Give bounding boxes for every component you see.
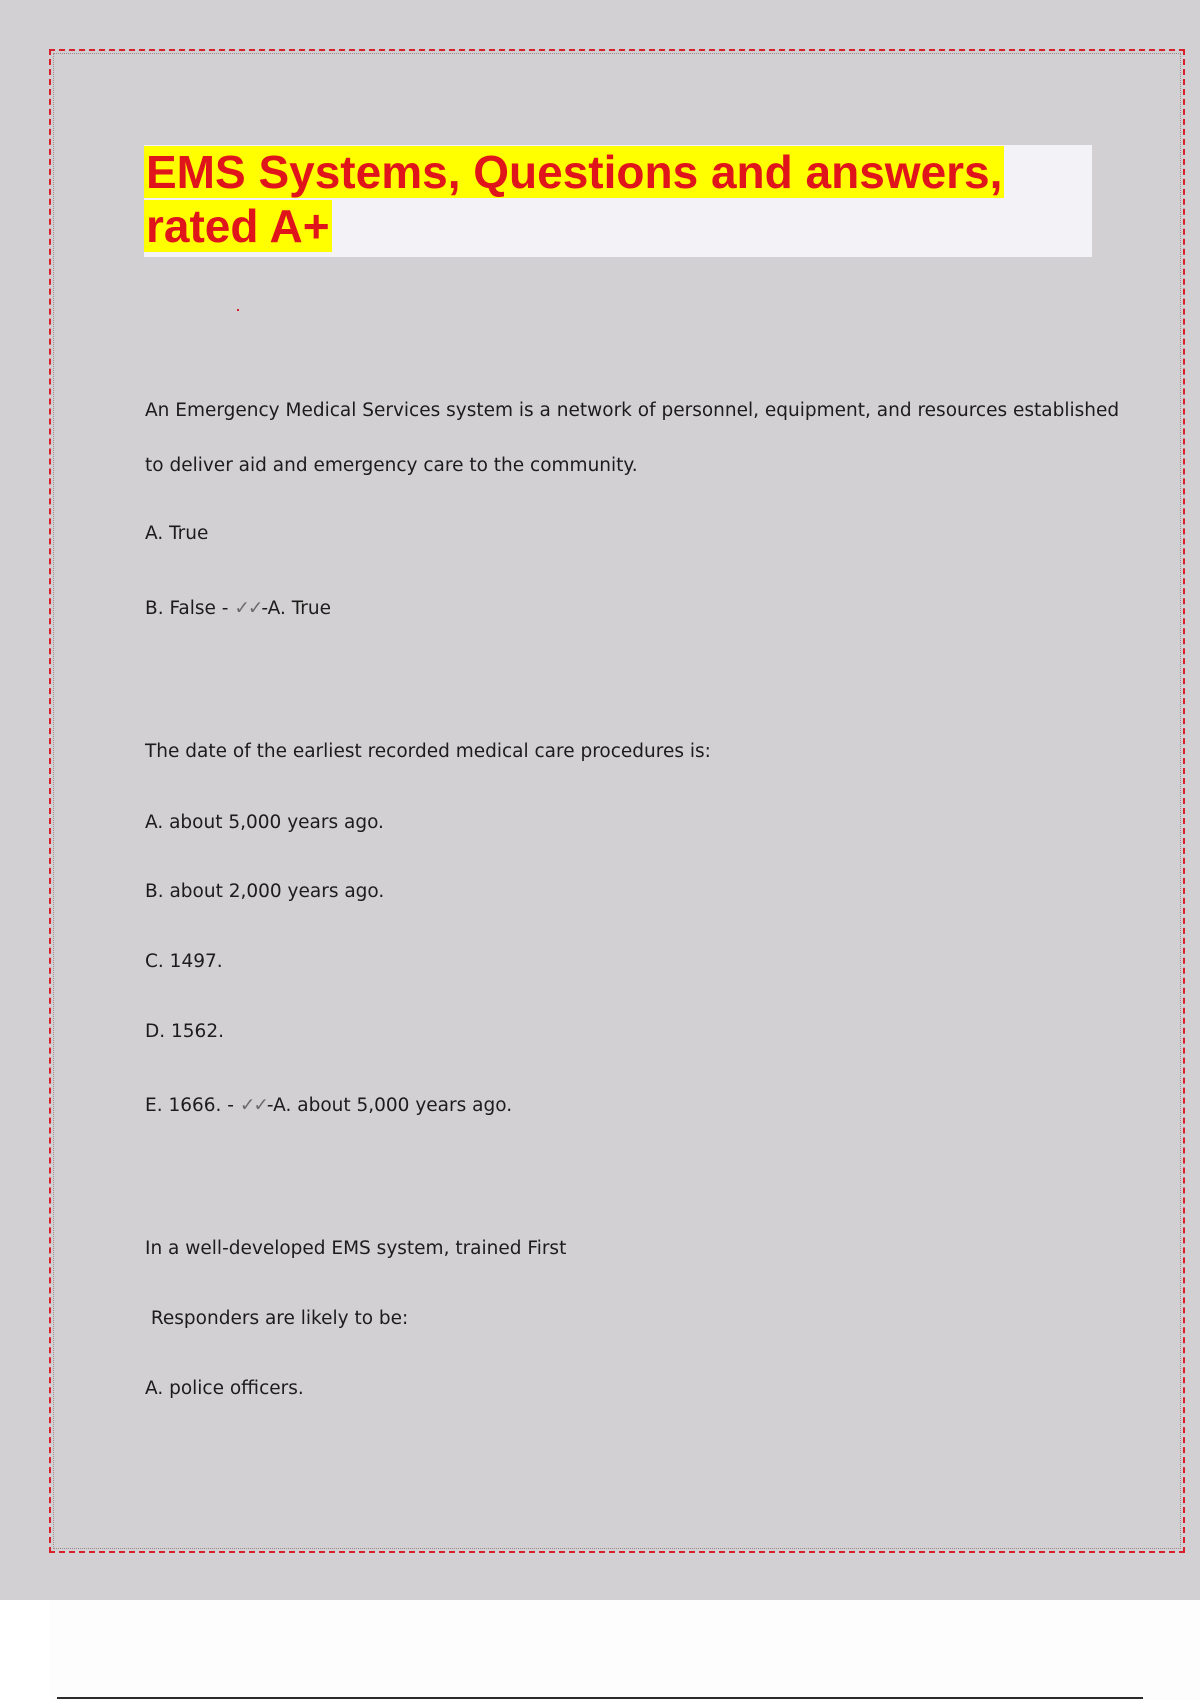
question-3-stem-line-2: Responders are likely to be: (145, 1308, 409, 1329)
question-1-option-b-with-answer (145, 598, 331, 619)
question-2-option-e-with-answer (145, 1095, 512, 1116)
question-2-answer: -A. about 5,000 years ago. (266, 1095, 513, 1116)
question-1-option-b: B. False - (145, 598, 229, 619)
footer-divider (57, 1697, 1143, 1699)
title-line-2: rated A+ (146, 200, 330, 252)
question-2-option-b: B. about 2,000 years ago. (145, 881, 385, 902)
question-2-stem: The date of the earliest recorded medical care procedures is: (145, 741, 711, 762)
document-title (144, 145, 1084, 253)
question-1-stem-line-1: An Emergency Medical Services system is a network of personnel, equipment, and resources established (145, 400, 1120, 421)
question-2-option-d: D. 1562. (145, 1021, 224, 1042)
question-2-option-c: C. 1497. (145, 951, 223, 972)
next-page-footer (50, 1600, 1200, 1700)
question-2-option-a: A. about 5,000 years ago. (145, 812, 384, 833)
question-3-stem-line-1: In a well-developed EMS system, trained First (145, 1238, 567, 1259)
question-1-stem-line-2: to deliver aid and emergency care to the community. (145, 455, 638, 476)
checkmark-icon: ✓✓ (234, 598, 262, 619)
question-2-option-e: E. 1666. - (145, 1095, 234, 1116)
question-1-option-a: A. True (145, 523, 209, 544)
decorative-dot (237, 309, 239, 311)
question-1-answer: -A. True (261, 598, 332, 619)
title-line-1: EMS Systems, Questions and answers, (146, 146, 1003, 198)
question-3-option-a: A. police officers. (145, 1378, 304, 1399)
checkmark-icon: ✓✓ (239, 1095, 267, 1116)
